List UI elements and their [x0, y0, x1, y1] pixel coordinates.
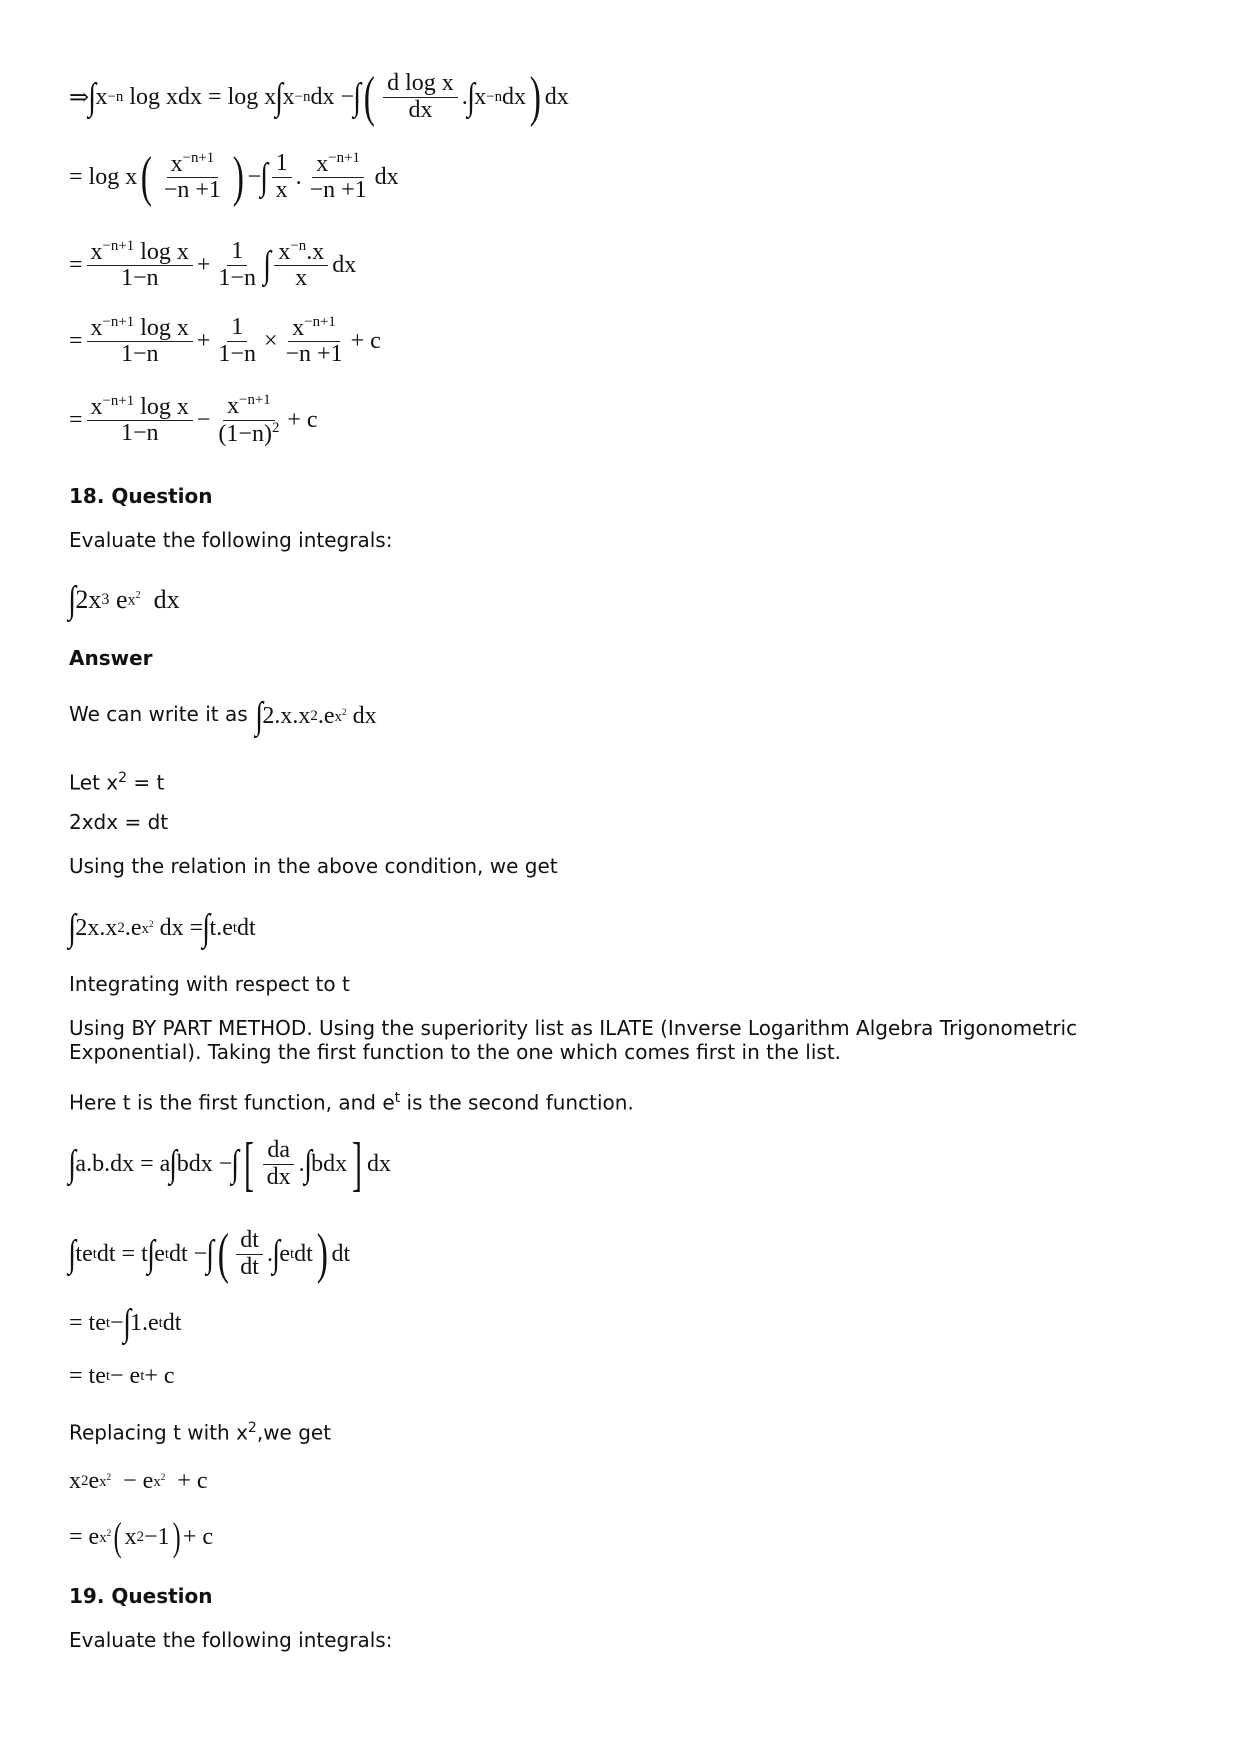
differential-line: 2xdx = dt: [69, 810, 169, 834]
equation-parts-setup: ⇒ ∫ x −n log xdx = log x ∫ x −n dx − ∫ ( $\frac{\text{d log x}}{dx}$ . ∫ x −n dx ) dx: [69, 66, 569, 128]
equation-step-5: = $\frac{x^{-n+1} \log x}{1-n}$ − $\frac{x^{-n+1}}{(1-n)^2}$ + c: [69, 392, 318, 447]
function-order-sup: t: [394, 1090, 401, 1106]
replacing-sup: 2: [247, 1420, 257, 1436]
by-part-line-1: Using BY PART METHOD. Using the superiority list as ILATE (Inverse Logarithm Algebra Trigonometric: [69, 1016, 1078, 1040]
by-part-line-2: Exponential). Taking the first function to the one which comes first in the list.: [69, 1040, 842, 1064]
by-parts-step-2: = te t − ∫ 1.e t dt: [69, 1302, 182, 1344]
substitution-line: Let $x^2 = t$: [69, 770, 165, 795]
function-order-b: is the second function.: [400, 1090, 634, 1115]
equation-step-3: = $\frac{x^{-n+1} \log x}{1-n}$ + $\frac{1}{1-n}$ ∫ $\frac{x^{-n}.x}{x}$ dx: [69, 237, 357, 291]
question-18-heading: 18. Question: [69, 484, 213, 508]
replacing-b: ,we get: [256, 1420, 332, 1445]
substituted-integral: ∫ 2x.x 2 .e $x^2$ dx = ∫ t.e t dt: [68, 907, 256, 949]
final-expression: x 2 e $x^2$ − e $x^2$ + c: [69, 1467, 208, 1494]
by-parts-result: = te t − e t + c: [69, 1362, 175, 1389]
relation-line: Using the relation in the above condition, we get: [69, 854, 558, 878]
by-parts-formula: ∫ a.b.dx = a ∫ bdx − ∫ [ $\frac{da}{dx}$ . ∫ bdx ] dx: [68, 1131, 392, 1197]
rewrite-integral: ∫ 2.x.x 2 .e $x^2$ dx: [255, 695, 377, 737]
by-parts-applied: ∫ te t dt = t ∫ e t dt − ∫ ( $\frac{dt}{dt}$ . ∫ e t dt ) dt: [68, 1223, 351, 1285]
integrating-line: Integrating with respect to t: [69, 972, 350, 996]
function-order-line: [69, 1086, 634, 1115]
rewrite-text: We can write it as: [69, 702, 248, 726]
question-18-prompt: Evaluate the following integrals:: [69, 528, 393, 552]
question-19-prompt: Evaluate the following integrals:: [69, 1628, 393, 1652]
final-answer: = e $x^2$ ( x 2 −1 ) + c: [69, 1514, 214, 1559]
question-19-heading: 19. Question: [69, 1584, 213, 1608]
function-order-a: Here t is the first function, and e: [69, 1090, 395, 1115]
question-18-integral: ∫ 2x 3 e $x^2$ dx: [68, 579, 180, 621]
rewrite-line: [69, 702, 248, 726]
substitution-prefix: Let x: [69, 770, 119, 795]
equation-step-2: = log x ( $\frac{x^{-n+1}}{-n +1}$ ) − ∫ $\frac{1}{x}$ . $\frac{x^{-n+1}}{-n +1}$ dx: [69, 146, 399, 208]
answer-heading: Answer: [69, 646, 153, 670]
replacing-line: [69, 1416, 331, 1445]
substitution-suffix: = t: [127, 770, 165, 795]
equation-step-4: = $\frac{x^{-n+1} \log x}{1-n}$ + $\frac{1}{1-n}$ × $\frac{x^{-n+1}}{-n +1}$ + c: [69, 313, 381, 367]
replacing-a: Replacing t with x: [69, 1420, 248, 1445]
